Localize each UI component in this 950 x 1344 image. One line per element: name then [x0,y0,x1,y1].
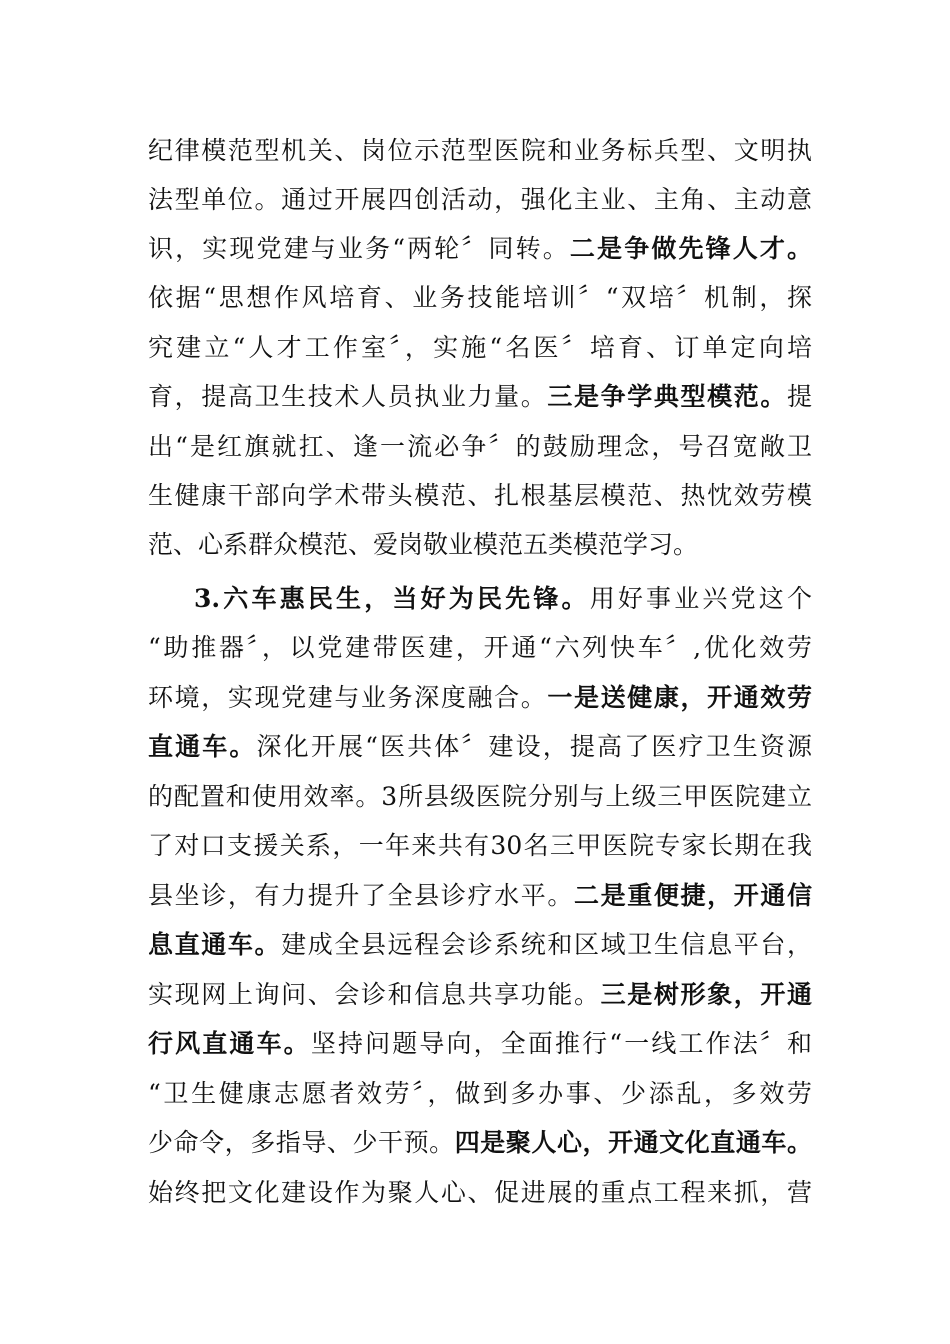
section-heading: 3.六车惠民生，当好为民先锋。 [194,584,590,613]
text-line: 纪律模范型机关、岗位示范型医院和业务标兵型、文明执 [148,136,812,165]
text-line: 行风直通车。坚持问题导向，全面推行“一线工作法〞和 [148,1029,812,1058]
text-line: 直通车。深化开展“医共体〞建设，提高了医疗卫生资源 [148,732,812,761]
text-line: 识，实现党建与业务“两轮〞同转。二是争做先锋人才。 [148,234,812,263]
text-line: 环境，实现党建与业务深度融合。一是送健康，开通效劳 [148,683,812,712]
text-line: “助推器〞，以党建带医建，开通“六列快车〞,优化效劳 [148,633,812,662]
text-line: 出“是红旗就扛、逢一流必争〞的鼓励理念，号召宽敞卫 [148,432,812,461]
text-line: 法型单位。通过开展四创活动，强化主业、主角、主动意 [148,185,812,214]
text-line: 的配置和使用效率。3所县级医院分别与上级三甲医院建立 [148,782,812,811]
text-line: 始终把文化建设作为聚人心、促进展的重点工程来抓，营 [148,1178,812,1207]
text-line: 依据“思想作风培育、业务技能培训〞“双培〞机制，探 [148,283,812,312]
section-heading-line: 3.六车惠民生，当好为民先锋。用好事业兴党这个 [194,584,812,613]
text-line: 了对口支援关系，一年来共有30名三甲医院专家长期在我 [148,831,812,860]
text-line: 实现网上询问、会诊和信息共享功能。三是树形象，开通 [148,980,812,1009]
text-line: “卫生健康志愿者效劳〞，做到多办事、少添乱，多效劳 [148,1079,812,1108]
text-line: 县坐诊，有力提升了全县诊疗水平。二是重便捷，开通信 [148,881,812,910]
text-line: 范、心系群众模范、爱岗敬业模范五类模范学习。 [148,530,699,559]
text-line: 生健康干部向学术带头模范、扎根基层模范、热忱效劳模 [148,481,812,510]
text-line: 息直通车。建成全县远程会诊系统和区域卫生信息平台， [148,930,812,959]
text-line: 育，提高卫生技术人员执业力量。三是争学典型模范。提 [148,382,812,411]
text-line: 究建立“人才工作室〞，实施“名医〞培育、订单定向培 [148,333,812,362]
text-line: 少命令，多指导、少干预。四是聚人心，开通文化直通车。 [148,1128,812,1157]
